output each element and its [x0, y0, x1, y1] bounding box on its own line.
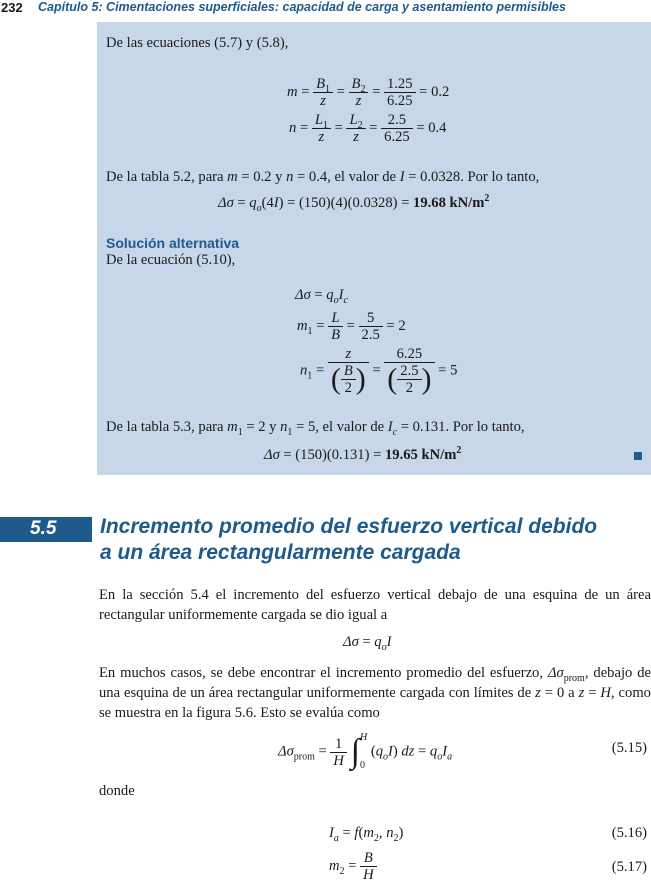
equation-5-17: $m_2$ = $\frac{B}{H}$ [329, 850, 377, 883]
delta-sigma-result-2: Δσ = (150)(0.131) = 19.65 $kN/m^2$ [264, 445, 462, 463]
equation-number-5-15: (5.15) [611, 740, 647, 756]
page-number: 232 [1, 0, 23, 15]
table-5-2-line: De la tabla 5.2, para m = 0.2 y n = 0.4, el valor de I = 0.0328. Por lo tanto, [106, 169, 540, 185]
alt-equation-m1: $m_1$ = $\frac{L}{B}$ = $\frac{5}{2.5}$ = 2 [297, 310, 406, 343]
section-title: Incremento promedio del esfuerzo vertical debido a un área rectangularmente cargada [100, 515, 598, 564]
end-of-example-marker [634, 452, 642, 460]
chapter-title: Capítulo 5: Cimentaciones superficiales: capacidad de carga y asentamiento permisibles [38, 0, 566, 14]
alt-equation-n1: $n_1$ = z ( $\frac{B}{2}$ ) = 6.25 ( $\frac{2.5}{2}$ ) = 5 [300, 346, 458, 396]
donde-label: donde [99, 783, 135, 799]
equation-basic: $\Delta\sigma = q_oI$ [343, 634, 392, 653]
equation-number-5-16: (5.16) [611, 825, 647, 841]
table-5-3-line: De la tabla 5.3, para $m_1 = 2$ y $n_1 = 5$, el valor de $I_c = 0.131$. Por lo tanto, [106, 419, 525, 438]
alternative-intro: De la ecuación (5.10), [106, 252, 236, 268]
equation-5-16: $I_a = f(m_2$, $n_2$) [329, 825, 404, 844]
example-intro: De las ecuaciones (5.7) y (5.8), [106, 35, 289, 51]
alternative-solution-title: Solución alternativa [106, 235, 240, 251]
section-number: 5.5 [30, 518, 57, 539]
equation-5-15: $\Delta\sigma_{prom}$ = $\frac{1}{H}$ ∫ H 0 $(q_oI)$ dz = $q_oI_a$ [278, 732, 453, 771]
alt-equation-delta-sigma: $\Delta\sigma = q_oI_c$ [295, 287, 348, 306]
paragraph-1: En la sección 5.4 el incremento del esfuerzo vertical debajo de una esquina de un área rectangular uniformemente cargada se dio igual a [99, 587, 651, 623]
paragraph-2: En muchos casos, se debe encontrar el incremento promedio del esfuerzo, $\Delta\sigma_{prom}$, debajo de una esquina de un área rectangular uniformemente cargada con límites de z = 0 a z = H, como se muestra en la figura 5.6. Esto se evalúa como [99, 665, 651, 721]
equation-n: n = $\frac{L_1}{z}$ = $\frac{L_2}{z}$ = $\frac{2.5}{6.25}$ = 0.4 [289, 112, 447, 145]
equation-m: m = $\frac{B_1}{z}$ = $\frac{B_2}{z}$ = $\frac{1.25}{6.25}$ = 0.2 [287, 76, 450, 109]
delta-sigma-result-1: $\Delta\sigma = q_o(4I) = (150)(4)(0.0328) = 19.68$ $kN/m^2$ [218, 193, 490, 214]
equation-number-5-17: (5.17) [611, 859, 647, 875]
